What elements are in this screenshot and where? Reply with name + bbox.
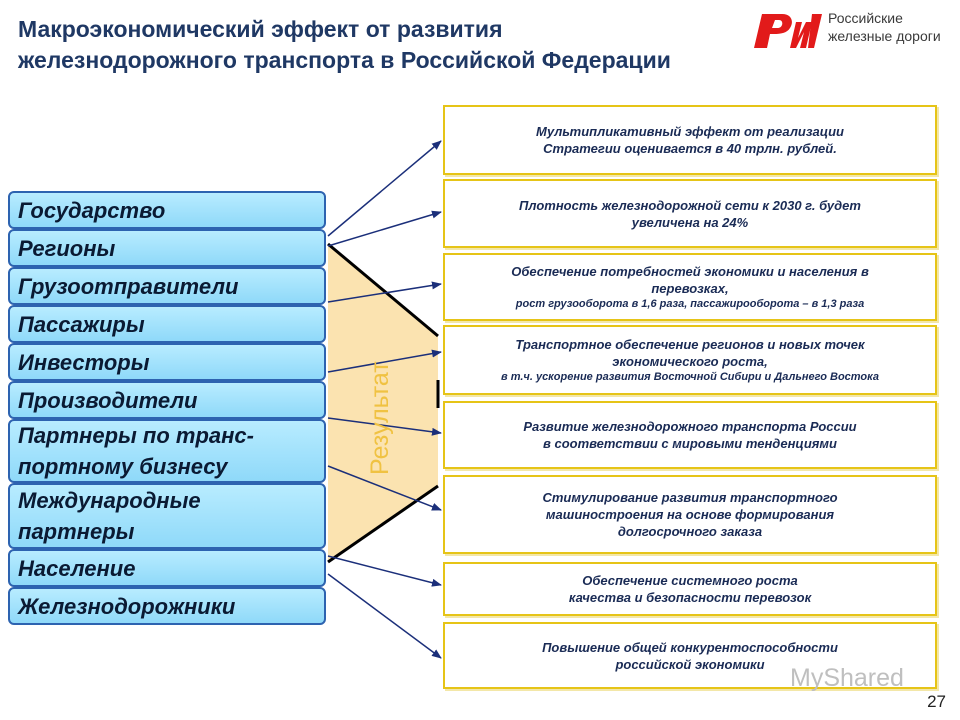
- outcome-text: Обеспечение потребностей экономики и населения в: [511, 263, 869, 279]
- outcome-box: [443, 325, 937, 395]
- outcome-text: в соответствии с мировыми тенденциями: [543, 436, 837, 451]
- outcome-box: [443, 562, 937, 616]
- arrow-line: [328, 212, 441, 246]
- outcome-box: [443, 401, 937, 469]
- outcome-text: российской экономики: [615, 656, 765, 672]
- arrow-line: [328, 556, 441, 585]
- outcome-text: увеличена на 24%: [631, 214, 749, 230]
- outcome-text: Транспортное обеспечение регионов и новых точек: [515, 336, 865, 352]
- arrow-line: [328, 141, 441, 236]
- outcome-text: Стимулирование развития транспортного: [542, 490, 838, 505]
- outcome-text: Обеспечение системного роста: [582, 573, 798, 588]
- stakeholder-mezhdunarodnye-partnery: Международные партнеры: [8, 483, 326, 549]
- outcome-text: качества и безопасности перевозок: [568, 590, 812, 605]
- stakeholder-passazhiry: Пассажиры: [8, 305, 326, 343]
- stakeholder-partnery-transport: Партнеры по транс- портному бизнесу: [8, 419, 326, 483]
- outcome-box: [443, 475, 937, 554]
- stakeholder-naselenie: Население: [8, 549, 326, 587]
- stakeholder-zheleznodorozhniki: Железнодорожники: [8, 587, 326, 625]
- outcome-box: [443, 105, 937, 175]
- watermark: MyShared: [790, 664, 904, 692]
- stakeholder-regiony: Регионы: [8, 229, 326, 267]
- page-title: Макроэкономический эффект от развития железнодорожного транспорта в Российской Федерации: [18, 16, 671, 73]
- outcome-text: Плотность железнодорожной сети к 2030 г. будет: [519, 197, 861, 213]
- outcome-text: машиностроения на основе формирования: [545, 507, 835, 522]
- result-label: Результат: [366, 361, 394, 475]
- outcome-text: Повышение общей конкурентоспособности: [542, 639, 838, 655]
- stakeholder-investory: Инвесторы: [8, 343, 326, 381]
- stakeholder-proizvoditeli: Производители: [8, 381, 326, 419]
- outcome-text: экономического роста,: [612, 353, 768, 369]
- outcome-text: долгосрочного заказа: [617, 524, 763, 539]
- outcome-subtext: рост грузооборота в 1,6 раза, пассажирооборота – в 1,3 раза: [515, 297, 865, 310]
- stakeholder-gosudarstvo: Государство: [8, 191, 326, 229]
- outcome-text: Мультипликативный эффект от реализации: [535, 124, 844, 139]
- outcome-text: Стратегии оценивается в 40 трлн. рублей.: [543, 141, 837, 156]
- outcome-box: [443, 179, 937, 248]
- page-number: 27: [927, 692, 946, 711]
- logo-text-line2: железные дороги: [828, 28, 941, 44]
- outcome-box: [443, 253, 937, 321]
- stakeholder-gruzootpraviteli: Грузоотправители: [8, 267, 326, 305]
- arrow-line: [328, 574, 441, 658]
- outcome-text: Развитие железнодорожного транспорта России: [523, 419, 857, 434]
- outcome-subtext: в т.ч. ускорение развития Восточной Сибири и Дальнего Востока: [501, 370, 879, 383]
- outcome-text: перевозках,: [651, 280, 729, 296]
- logo-text-line1: Российские: [828, 10, 903, 26]
